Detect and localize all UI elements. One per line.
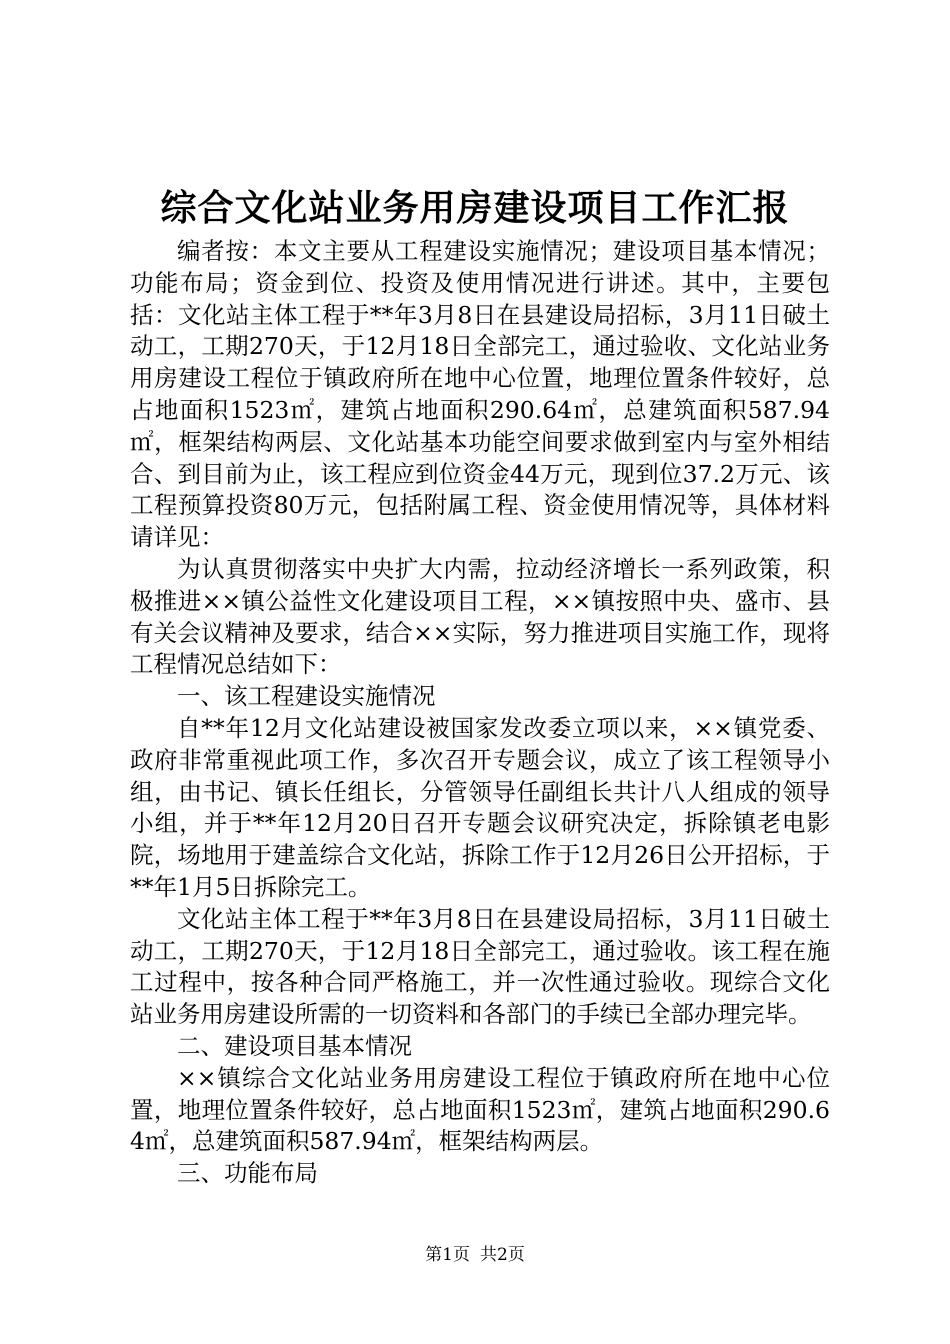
section-heading-3: 三、功能布局: [177, 1159, 318, 1188]
page-number: 第1页: [425, 1245, 470, 1265]
section-heading-2: 二、建设项目基本情况: [177, 1031, 412, 1060]
paragraph-section-2: ××镇综合文化站业务用房建设工程位于镇政府所在地中心位置，地理位置条件较好，总占地面积1523㎡，建筑占地面积290.64㎡，总建筑面积587.94㎡，框架结构两层。: [130, 1063, 830, 1156]
paragraph-section-1b: 文化站主体工程于**年3月8日在县建设局招标，3月11日破土动工，工期270天，于12月18日全部完工，通过验收。该工程在施工过程中，按各种合同严格施工，并一次性通过验收。现综合文化站业务用房建设所需的一切资料和各部门的手续已全部办理完毕。: [130, 904, 830, 1029]
page-footer: [0, 1243, 950, 1267]
document-body: [130, 236, 830, 1190]
paragraph-section-1a: 自**年12月文化站建设被国家发改委立项以来，××镇党委、政府非常重视此项工作，多次召开专题会议，成立了该工程领导小组，由书记、镇长任组长，分管领导任副组长共计八人组成的领导小组，并于**年12月20日召开专题会议研究决定，拆除镇老电影院，场地用于建盖综合文化站，拆除工作于12月26日公开招标，于**年1月5日拆除完工。: [130, 713, 830, 901]
section-heading-1: 一、该工程建设实施情况: [177, 682, 436, 711]
page-count: 共2页: [480, 1245, 525, 1265]
document-title: 综合文化站业务用房建设项目工作汇报: [160, 188, 790, 229]
paragraph-intro: 为认真贯彻落实中央扩大内需，拉动经济增长一系列政策，积极推进××镇公益性文化建设项目工程，××镇按照中央、盛市、县有关会议精神及要求，结合××实际，努力推进项目实施工作，现将工程情况总结如下：: [130, 554, 830, 679]
paragraph-editor-note: 编者按：本文主要从工程建设实施情况；建设项目基本情况；功能布局；资金到位、投资及使用情况进行讲述。其中，主要包括：文化站主体工程于**年3月8日在县建设局招标，3月11日破土动工，工期270天，于12月18日全部完工，通过验收、文化站业务用房建设工程位于镇政府所在地中心位置，地理位置条件较好，总占地面积1523㎡，建筑占地面积290.64㎡，总建筑面积587.94㎡，框架结构两层、文化站基本功能空间要求做到室内与室外相结合、到目前为止，该工程应到位资金44万元，现到位37.2万元、该工程预算投资80万元，包括附属工程、资金使用情况等，具体材料请详见：: [130, 237, 830, 552]
